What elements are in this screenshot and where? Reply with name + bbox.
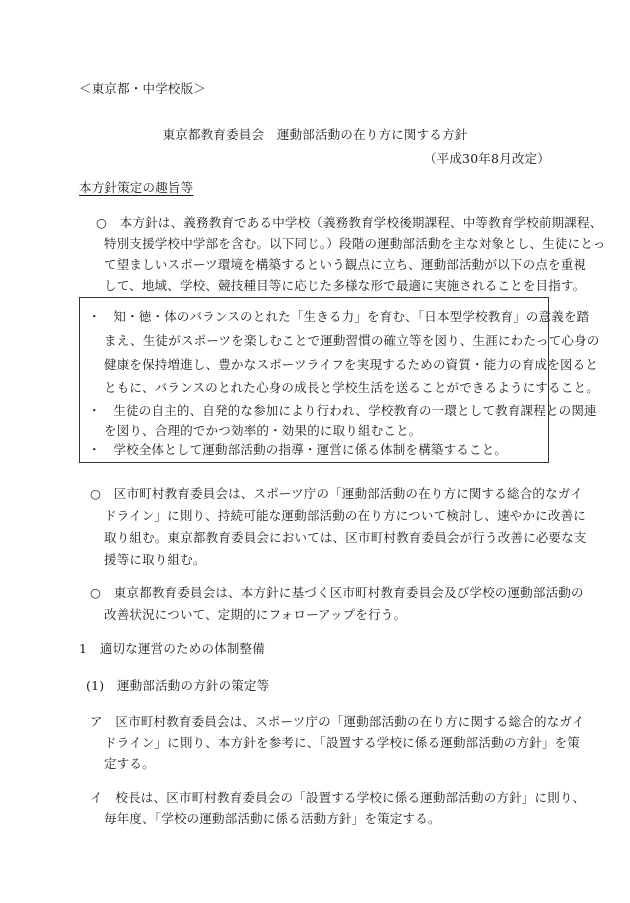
revision-date: （平成30年8月改定） — [423, 151, 550, 166]
key-point-1-line2: まえ、生徒がスポーツを楽しむことで運動習慣の確立等を図り、生涯にわたって心身の — [104, 333, 600, 348]
purpose-para2-line3: 取り組む。東京都教育委員会においては、区市町村教育委員会が行う改善に必要な支 — [104, 530, 587, 545]
key-point-3: ・ 学校全体として運動部活動の指導・運営に係る体制を構築すること。 — [88, 442, 508, 457]
purpose-para2-line4: 援等に取り組む。 — [104, 552, 206, 567]
purpose-para2-line2: ドライン」に則り、持続可能な運動部活動の在り方について検討し、速やかに改善に — [104, 508, 586, 523]
purpose-para1-line4: して、地域、学校、競技種目等に応じた多様な形で最適に実施されることを目指す。 — [104, 278, 586, 293]
purpose-para3-line2: 改善状況について、定期的にフォローアップを行う。 — [104, 607, 407, 622]
key-point-2-line2: を図り、合理的でかつ効率的・効果的に取り組むこと。 — [104, 423, 422, 438]
purpose-para2-line1: ○ 区市町村教育委員会は、スポーツ庁の「運動部活動の在り方に関する総合的なガイ — [90, 486, 583, 501]
key-point-1-line4: ともに、バランスのとれた心身の成長と学校生活を送ることができるようにすること。 — [104, 380, 599, 395]
purpose-para1-line2: 特別支援学校中学部を含む。以下同じ。）段階の運動部活動を主な対象とし、生徒にとっ — [104, 236, 606, 251]
purpose-heading: 本方針策定の趣旨等 — [79, 180, 194, 195]
purpose-para1-line1: ○ 本方針は、義務教育である中学校（義務教育学校後期課程、中等教育学校前期課程、 — [96, 215, 603, 230]
key-point-2-line1: ・ 生徒の自主的、自発的な参加により行われ、学校教育の一環として教育課程との関連 — [88, 403, 597, 418]
item-a-line1: ア 区市町村教育委員会は、スポーツ庁の「運動部活動の在り方に関する総合的なガイ — [90, 714, 585, 729]
key-point-1-line3: 健康を保持増進し、豊かなスポーツライフを実現するための資質・能力の育成を図ると — [104, 357, 599, 372]
item-i-line2: 毎年度、「学校の運動部活動に係る活動方針」を策定する。 — [104, 811, 441, 826]
item-i-line1: イ 校長は、区市町村教育委員会の「設置する学校に係る運動部活動の方針」に則り、 — [90, 790, 586, 805]
item-a-line3: 定する。 — [104, 756, 155, 771]
key-point-1-line1: ・ 知・徳・体のバランスのとれた「生きる力」を育む、「日本型学校教育」の意義を踏 — [88, 309, 590, 324]
section1-heading: 1 適切な運営のための体制整備 — [79, 641, 265, 656]
document-title: 東京都教育委員会 運動部活動の在り方に関する方針 — [162, 127, 468, 142]
school-type-tag: ＜東京都・中学校版＞ — [79, 81, 207, 96]
purpose-para1-line3: て望ましいスポーツ環境を構築するという観点に立ち、運動部活動が以下の点を重視 — [104, 257, 587, 272]
section1-subheading: (1) 運動部活動の方針の策定等 — [86, 678, 270, 693]
purpose-para3-line1: ○ 東京都教育委員会は、本方針に基づく区市町村教育委員会及び学校の運動部活動の — [90, 585, 584, 600]
item-a-line2: ドライン」に則り、本方針を参考に、「設置する学校に係る運動部活動の方針」を策 — [104, 735, 580, 750]
